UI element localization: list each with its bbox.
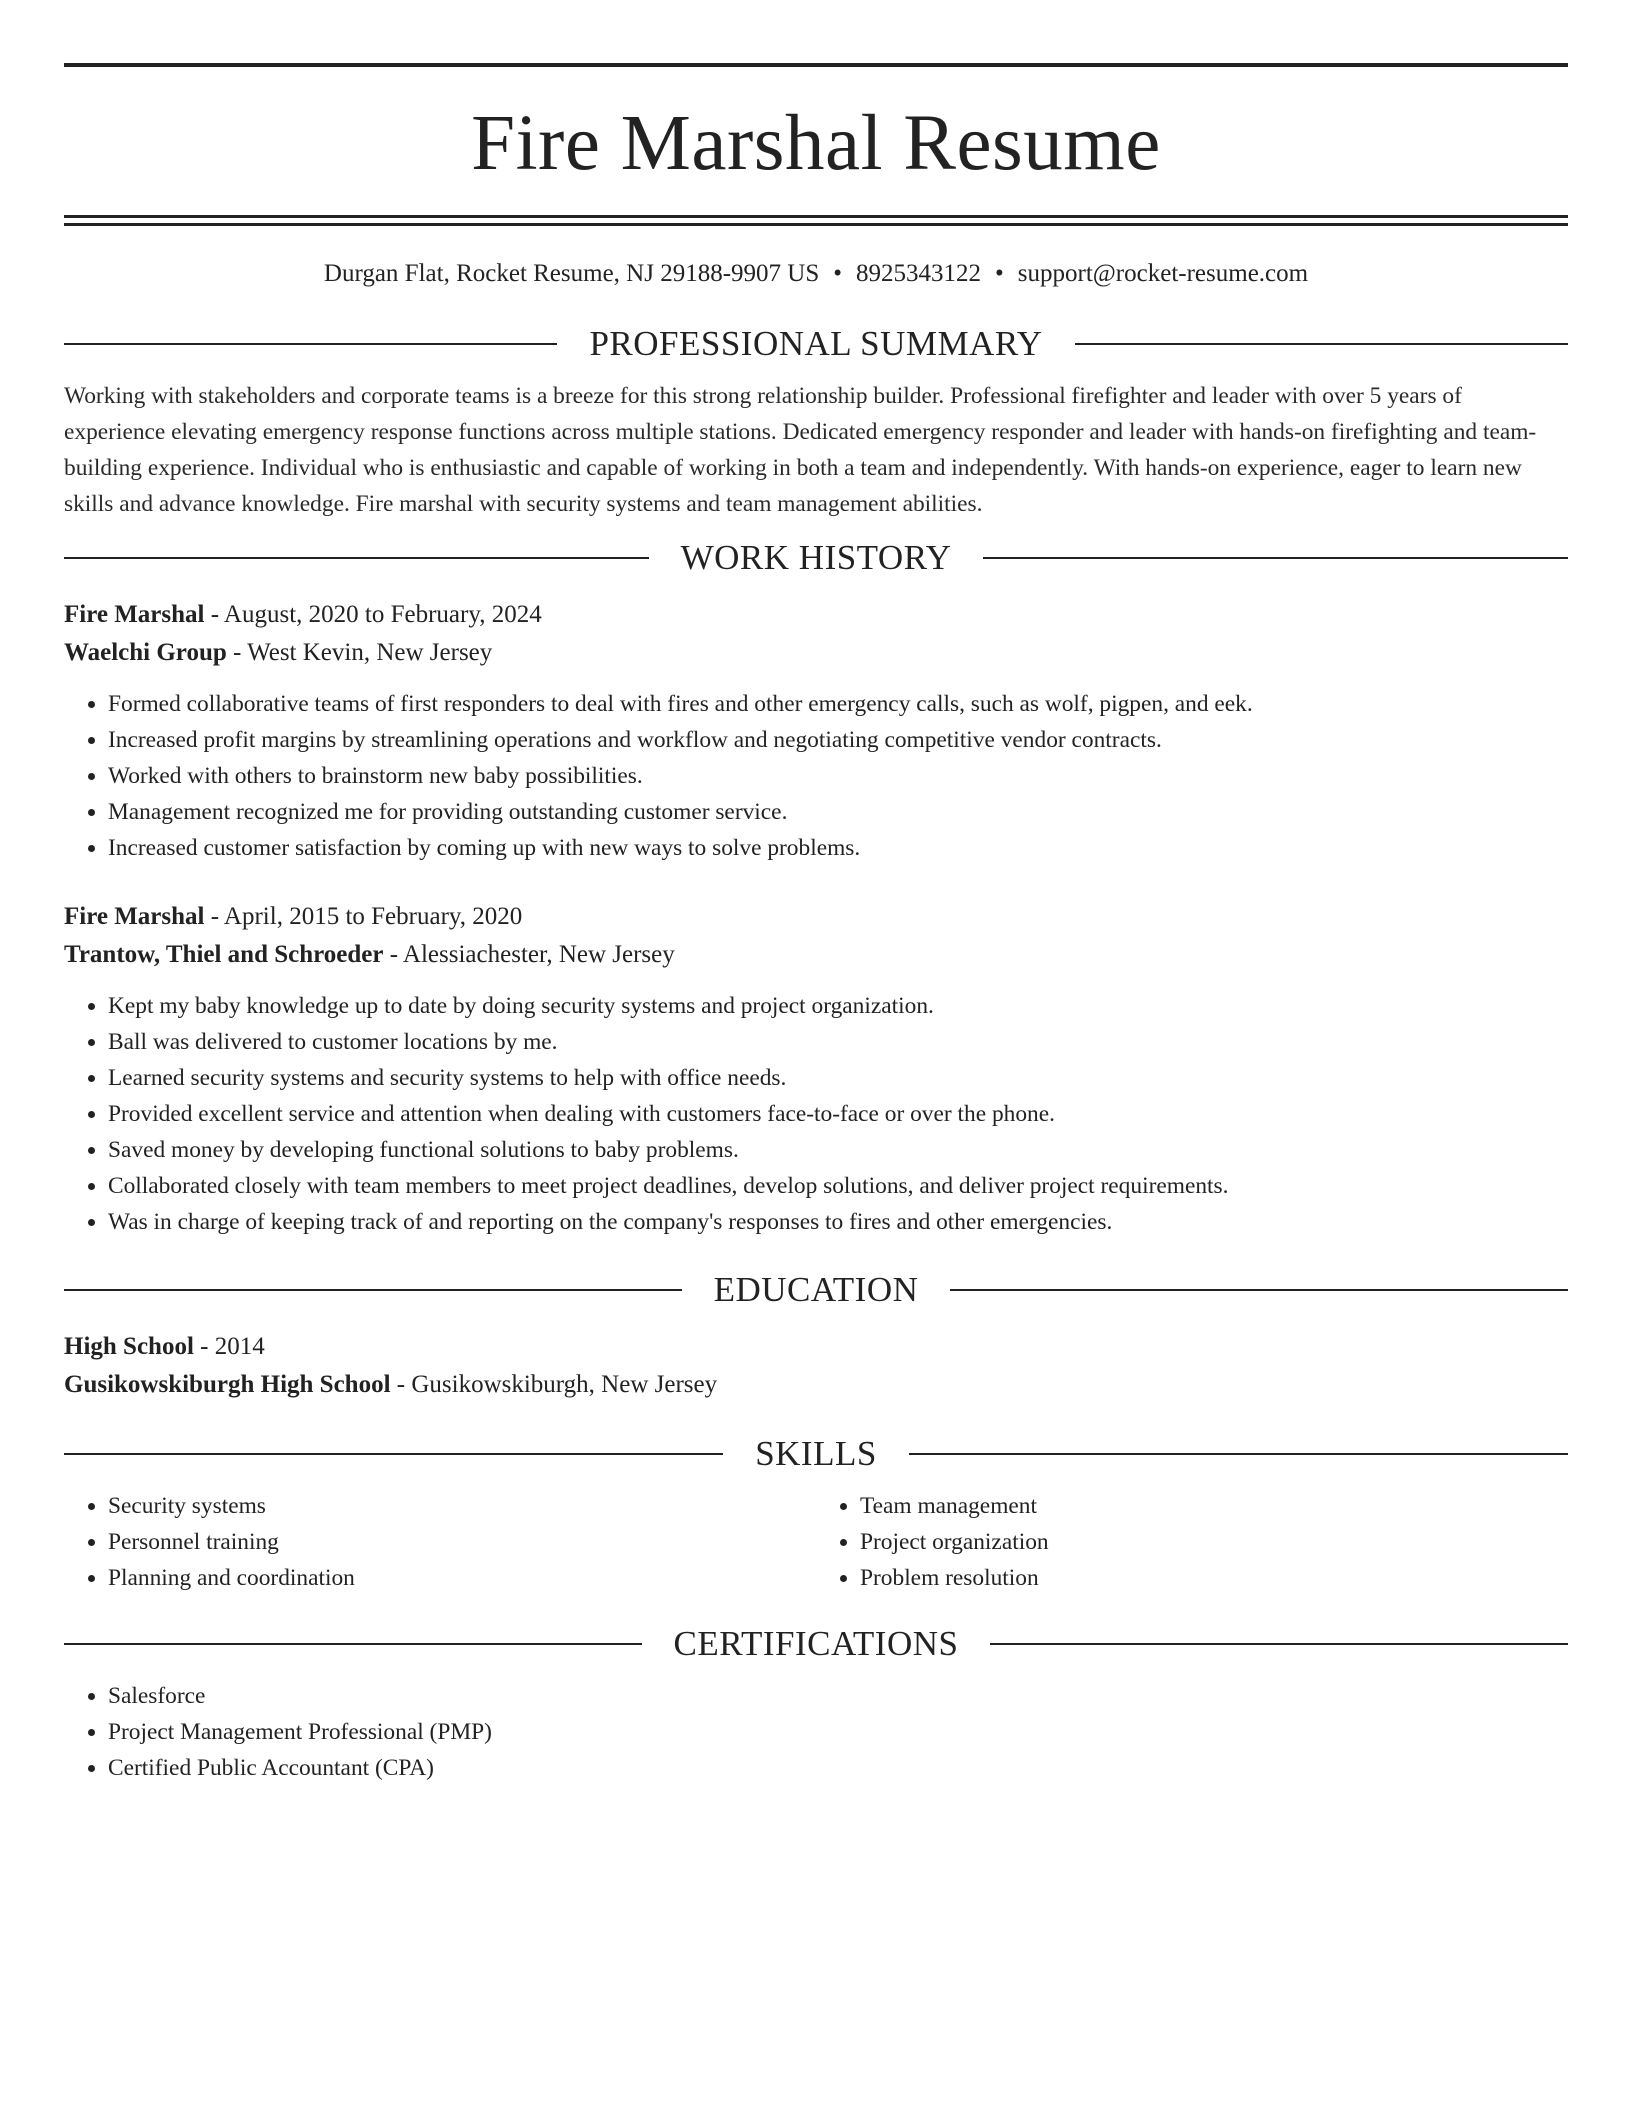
heading-rule [909,1453,1568,1455]
certification-item: • Project Management Professional (PMP) [108,1714,1568,1750]
certifications-heading [64,1624,1568,1664]
education-heading [64,1270,1568,1310]
skills-column-left [64,1488,816,1596]
work-history-heading-label: WORK HISTORY [680,538,952,577]
list-item: • Worked with others to brainstorm new baby possibilities. [108,758,1568,794]
contact-line [64,259,1568,289]
certifications-list [64,1678,1568,1786]
skill-item: • Security systems [108,1488,816,1524]
contact-address: Durgan Flat, Rocket Resume, NJ 29188-9907 US [323,260,820,287]
summary-text: Working with stakeholders and corporate teams is a breeze for this strong relationship builder. Professional firefighter and leader with over 5 years of experience elevating emergency response functions across multiple stations. Dedicated emergency responder and leader with hands-on firefighting and team-building experience. Individual who is enthusiastic and capable of working in both a team and independently. With hands-on experience, eager to learn new skills and advance knowledge. Fire marshal with security systems and team management abilities. [64,383,1537,517]
page-title: Fire Marshal Resume [471,100,1161,187]
title-double-rule [64,215,1568,226]
skills-grid [64,1488,1568,1596]
heading-rule [64,1289,682,1291]
certification-item: • Salesforce [108,1678,1568,1714]
job-company-line [64,936,1568,974]
list-item: • Kept my baby knowledge up to date by doing security systems and project organization. [108,988,1568,1024]
work-history-heading [64,538,1568,578]
list-item: • Learned security systems and security systems to help with office needs. [108,1060,1568,1096]
list-item: • Increased customer satisfaction by coming up with new ways to solve problems. [108,830,1568,866]
certification-item: • Certified Public Accountant (CPA) [108,1750,1568,1786]
job-dates: - April, 2015 to February, 2020 [204,903,523,930]
certifications-heading-label: CERTIFICATIONS [673,1624,959,1663]
job-bullets [64,988,1568,1240]
education-school-line [64,1366,1568,1404]
skill-item: • Team management [860,1488,1568,1524]
education-location: - Gusikowskiburgh, New Jersey [390,1371,718,1398]
contact-separator: • [995,260,1004,287]
skill-item: • Project organization [860,1524,1568,1560]
education-degree-line [64,1328,1568,1366]
education-degree: High School [64,1333,194,1360]
heading-rule [64,1453,723,1455]
skills-heading [64,1434,1568,1474]
job-title: Fire Marshal [64,903,205,930]
list-item: • Collaborated closely with team members to meet project deadlines, develop solutions, and deliver project requirements. [108,1168,1568,1204]
list-item: • Was in charge of keeping track of and reporting on the company's responses to fires and other emergencies. [108,1204,1568,1240]
summary-heading [64,324,1568,364]
heading-rule [64,343,557,345]
skill-item: • Personnel training [108,1524,816,1560]
skill-item: • Problem resolution [860,1560,1568,1596]
heading-rule [990,1643,1568,1645]
education-year: - 2014 [193,1333,265,1360]
job-title-line [64,596,1568,634]
job-title-line [64,898,1568,936]
list-item: • Provided excellent service and attention when dealing with customers face-to-face or over the phone. [108,1096,1568,1132]
list-item: • Saved money by developing functional solutions to baby problems. [108,1132,1568,1168]
heading-rule [1075,343,1568,345]
contact-separator: • [833,260,843,287]
job-dates: - August, 2020 to February, 2024 [204,601,542,628]
job-company: Trantow, Thiel and Schroeder [64,941,384,968]
contact-email: support@rocket-resume.com [1017,260,1309,287]
contact-phone: 8925343122 [856,260,982,287]
skill-item: • Planning and coordination [108,1560,816,1596]
skills-column-right [816,1488,1568,1596]
list-item: • Ball was delivered to customer locations by me. [108,1024,1568,1060]
education-heading-label: EDUCATION [713,1270,919,1309]
job-entry [64,898,1568,1240]
list-item: • Increased profit margins by streamlining operations and workflow and negotiating competitive vendor contracts. [108,722,1568,758]
summary-heading-label: PROFESSIONAL SUMMARY [589,324,1043,363]
heading-rule [950,1289,1568,1291]
heading-rule [64,1643,642,1645]
job-company: Waelchi Group [64,639,227,666]
job-bullets [64,686,1568,866]
list-item: • Management recognized me for providing outstanding customer service. [108,794,1568,830]
job-location: - Alessiachester, New Jersey [383,941,675,968]
job-entry [64,596,1568,866]
education-school: Gusikowskiburgh High School [64,1371,391,1398]
heading-rule [64,557,649,559]
list-item: • Formed collaborative teams of first responders to deal with fires and other emergency calls, such as wolf, pigpen, and eek. [108,686,1568,722]
heading-rule [983,557,1568,559]
skills-heading-label: SKILLS [755,1434,877,1473]
job-location: - West Kevin, New Jersey [226,639,493,666]
job-title: Fire Marshal [64,601,205,628]
education-entry [64,1328,1568,1404]
job-company-line [64,634,1568,672]
